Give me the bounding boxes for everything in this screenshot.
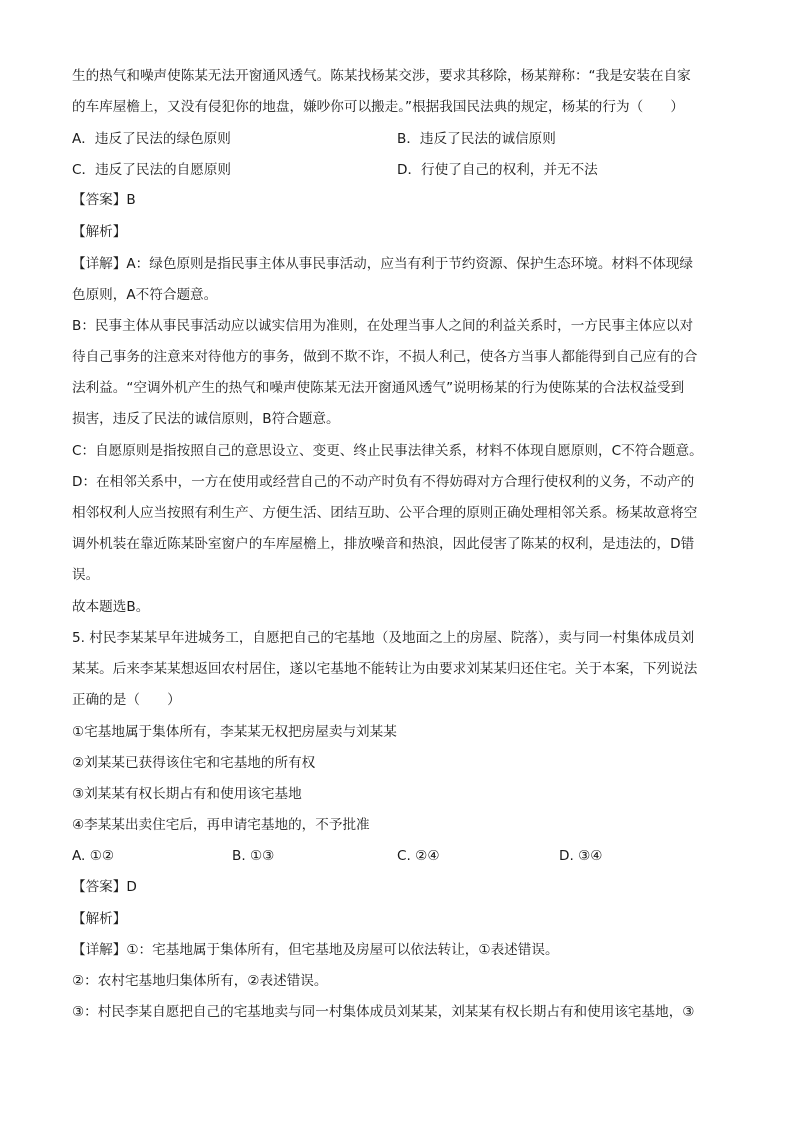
q5-option-c: C. ②④ bbox=[397, 848, 440, 864]
q5-stem-line: 某某。后来李某某想返回农村居住，遂以宅基地不能转让为由要求刘某某归还住宅。关于本案，下列说法 bbox=[72, 661, 698, 677]
q4-analysis-label: 【解析】 bbox=[72, 224, 127, 240]
q4-detail-line: C：自愿原则是指按照自己的意思设立、变更、终止民事法律关系，材料不体现自愿原则，C不符合题意。 bbox=[72, 443, 703, 459]
q4-stem-line: 的车库屋檐上，又没有侵犯你的地盘，嫌吵你可以搬走。”根据我国民法典的规定，杨某的行为（ ） bbox=[72, 99, 684, 115]
q4-stem-line: 生的热气和噪声使陈某无法开窗通风透气。陈某找杨某交涉，要求其移除，杨某辩称：“我是安装在自家 bbox=[72, 68, 691, 84]
q4-option-b: B．违反了民法的诚信原则 bbox=[397, 131, 556, 147]
q5-stem-line: 正确的是（ ） bbox=[72, 692, 181, 708]
q4-answer: 【答案】B bbox=[72, 192, 136, 208]
q4-option-c: C．违反了民法的自愿原则 bbox=[72, 162, 232, 178]
q5-analysis-label: 【解析】 bbox=[72, 911, 127, 927]
q5-statement: ②刘某某已获得该住宅和宅基地的所有权 bbox=[72, 755, 316, 771]
q5-detail-line: ②：农村宅基地归集体所有，②表述错误。 bbox=[72, 973, 328, 989]
q4-detail-line: D：在相邻关系中，一方在使用或经营自己的不动产时负有不得妨碍对方合理行使权利的义务，不动产的 bbox=[72, 474, 695, 490]
q5-option-d: D. ③④ bbox=[559, 848, 603, 864]
q5-option-a: A. ①② bbox=[72, 848, 115, 864]
q4-detail-line: 待自己事务的注意来对待他方的事务，做到不欺不诈，不损人利己，使各方当事人都能得到自己应有的合 bbox=[72, 349, 698, 365]
q4-detail-line: 色原则，A不符合题意。 bbox=[72, 287, 218, 303]
q4-detail-line: 【详解】A：绿色原则是指民事主体从事民事活动，应当有利于节约资源、保护生态环境。材料不体现绿 bbox=[72, 256, 694, 272]
q4-detail-line: 故本题选B。 bbox=[72, 599, 150, 615]
q5-statement: ④李某某出卖住宅后，再申请宅基地的，不予批准 bbox=[72, 817, 370, 833]
q4-option-d: D．行使了自己的权利，并无不法 bbox=[397, 162, 598, 178]
q4-detail-line: 相邻权利人应当按照有利生产、方便生活、团结互助、公平合理的原则正确处理相邻关系。杨某故意将空 bbox=[72, 505, 698, 521]
q4-detail-line: 调外机装在靠近陈某卧室窗户的车库屋檐上，排放噪音和热浪，因此侵害了陈某的权利，是违法的，D错 bbox=[72, 536, 695, 552]
q5-answer: 【答案】D bbox=[72, 879, 137, 895]
q5-statement: ③刘某某有权长期占有和使用该宅基地 bbox=[72, 786, 302, 802]
q4-detail-line: 法利益。“空调外机产生的热气和噪声使陈某无法开窗通风透气”说明杨某的行为使陈某的合法权益受到 bbox=[72, 380, 685, 396]
q4-detail-line: 误。 bbox=[72, 567, 100, 583]
q4-detail-line: 损害，违反了民法的诚信原则，B符合题意。 bbox=[72, 411, 340, 427]
q5-option-b: B. ①③ bbox=[232, 848, 275, 864]
q4-option-a: A．违反了民法的绿色原则 bbox=[72, 131, 231, 147]
q5-detail-line: ③：村民李某自愿把自己的宅基地卖与同一村集体成员刘某某，刘某某有权长期占有和使用该宅基地，③ bbox=[72, 1004, 695, 1020]
q4-detail-line: B：民事主体从事民事活动应以诚实信用为准则，在处理当事人之间的利益关系时，一方民事主体应以对 bbox=[72, 318, 694, 334]
q5-statement: ①宅基地属于集体所有，李某某无权把房屋卖与刘某某 bbox=[72, 724, 397, 740]
q5-stem-line: 5. 村民李某某早年进城务工，自愿把自己的宅基地（及地面之上的房屋、院落），卖与同一村集体成员刘 bbox=[72, 630, 695, 646]
q5-detail-line: 【详解】①：宅基地属于集体所有，但宅基地及房屋可以依法转让，①表述错误。 bbox=[72, 942, 559, 958]
